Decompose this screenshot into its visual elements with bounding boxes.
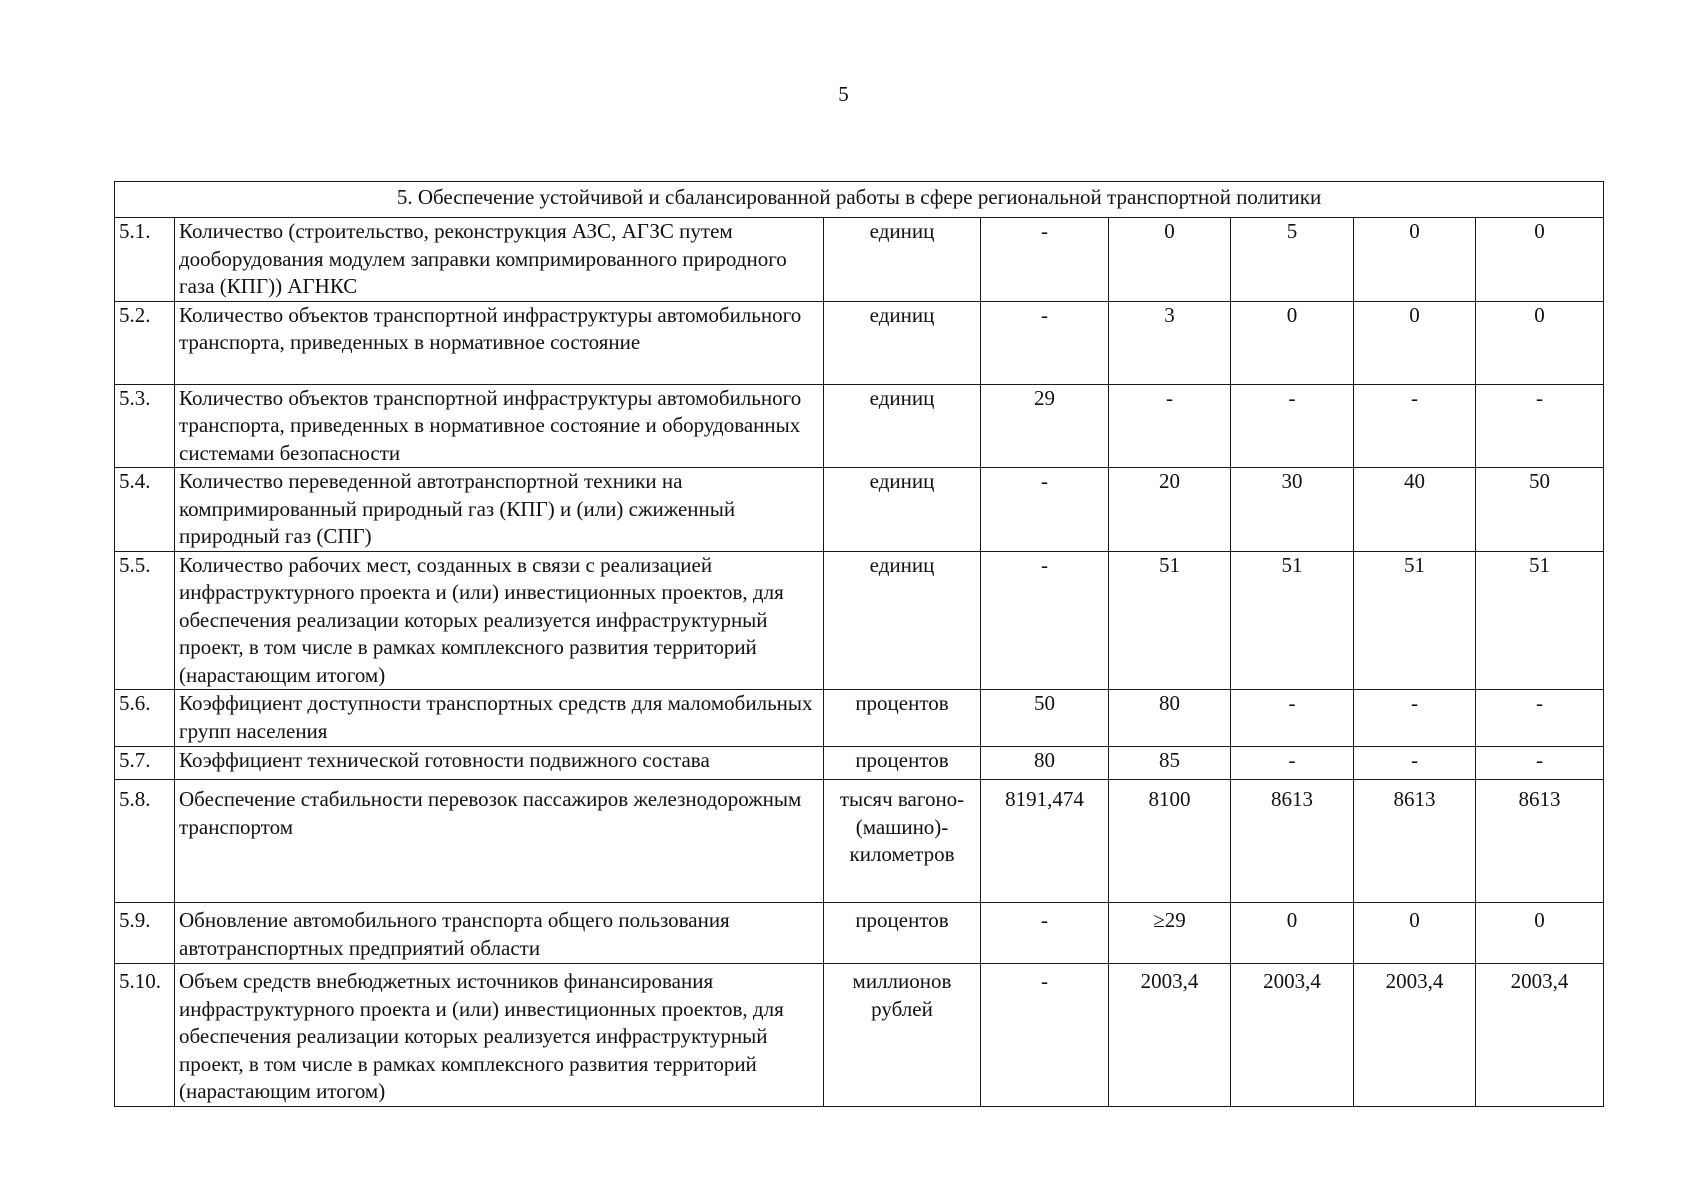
unit-cell: процентов [824,903,981,964]
value-cell-3: 0 [1231,301,1354,384]
value-cell-3: - [1231,747,1354,780]
table-row [115,301,1604,384]
value-cell-3: 5 [1231,218,1354,302]
value-cell-2: ≥29 [1109,903,1231,964]
value-cell-5: - [1476,384,1604,468]
table-row [115,690,1604,747]
value-cell-5: 0 [1476,218,1604,302]
table-row [115,551,1604,690]
indicator-name: Обеспечение стабильности перевозок пассажиров железнодорожным транспортом [175,780,824,903]
value-cell-2: 80 [1109,690,1231,747]
value-cell-1: - [981,551,1109,690]
value-cell-2: 2003,4 [1109,964,1231,1107]
value-cell-4: - [1354,747,1476,780]
value-cell-5: 0 [1476,301,1604,384]
value-cell-1: - [981,964,1109,1107]
unit-cell: процентов [824,747,981,780]
unit-cell: единиц [824,551,981,690]
unit-cell: тысяч вагоно-(машино)-километров [824,780,981,903]
value-cell-2: 51 [1109,551,1231,690]
row-number: 5.5. [115,551,175,690]
indicator-name: Количество объектов транспортной инфраструктуры автомобильного транспорта, приведенных в нормативное состояние [175,301,824,384]
value-cell-4: 51 [1354,551,1476,690]
value-cell-3: 51 [1231,551,1354,690]
indicator-name: Обновление автомобильного транспорта общего пользования автотранспортных предприятий области [175,903,824,964]
value-cell-1: 29 [981,384,1109,468]
indicator-name: Количество рабочих мест, созданных в связи с реализацией инфраструктурного проекта и (или) инвестиционных проектов, для обеспечения реализации которых реализуется инфраструктурный проект, в том числе в рамках комплексного развития территорий (нарастающим итогом) [175,551,824,690]
value-cell-2: 20 [1109,468,1231,552]
value-cell-2: 85 [1109,747,1231,780]
row-number: 5.2. [115,301,175,384]
indicator-name: Количество (строительство, реконструкция АЗС, АГЗС путем дооборудования модулем заправки компримированного природного газа (КПГ)) АГНКС [175,218,824,302]
table-row [115,964,1604,1107]
value-cell-3: 30 [1231,468,1354,552]
value-cell-4: 0 [1354,218,1476,302]
value-cell-5: 51 [1476,551,1604,690]
value-cell-2: - [1109,384,1231,468]
value-cell-4: 40 [1354,468,1476,552]
row-number: 5.1. [115,218,175,302]
unit-cell: единиц [824,301,981,384]
indicator-name: Коэффициент технической готовности подвижного состава [175,747,824,780]
value-cell-1: - [981,468,1109,552]
indicator-name: Коэффициент доступности транспортных средств для маломобильных групп населения [175,690,824,747]
row-number: 5.6. [115,690,175,747]
value-cell-5: - [1476,690,1604,747]
indicator-name: Количество переведенной автотранспортной техники на компримированный природный газ (КПГ) и (или) сжиженный природный газ (СПГ) [175,468,824,552]
unit-cell: единиц [824,218,981,302]
section-header-row [115,182,1604,218]
indicator-name: Объем средств внебюджетных источников финансирования инфраструктурного проекта и (или) инвестиционных проектов, для обеспечения реализации которых реализуется инфраструктурный проект, в том числе в рамках комплексного развития территорий (нарастающим итогом) [175,964,824,1107]
value-cell-5: - [1476,747,1604,780]
row-number: 5.10. [115,964,175,1107]
row-number: 5.9. [115,903,175,964]
value-cell-4: - [1354,384,1476,468]
unit-cell: единиц [824,468,981,552]
value-cell-3: 0 [1231,903,1354,964]
value-cell-2: 8100 [1109,780,1231,903]
value-cell-4: - [1354,690,1476,747]
value-cell-3: 2003,4 [1231,964,1354,1107]
value-cell-1: - [981,903,1109,964]
page-number: 5 [838,82,849,106]
value-cell-4: 8613 [1354,780,1476,903]
value-cell-1: - [981,218,1109,302]
section-title: 5. Обеспечение устойчивой и сбалансированной работы в сфере региональной транспортной политики [115,182,1604,218]
value-cell-3: - [1231,384,1354,468]
unit-cell: миллионов рублей [824,964,981,1107]
row-number: 5.4. [115,468,175,552]
indicators-table [114,181,1604,1107]
value-cell-2: 0 [1109,218,1231,302]
value-cell-1: 8191,474 [981,780,1109,903]
value-cell-5: 8613 [1476,780,1604,903]
table-row [115,780,1604,903]
value-cell-1: 50 [981,690,1109,747]
unit-cell: процентов [824,690,981,747]
value-cell-2: 3 [1109,301,1231,384]
table-row [115,747,1604,780]
value-cell-5: 2003,4 [1476,964,1604,1107]
value-cell-5: 0 [1476,903,1604,964]
value-cell-1: 80 [981,747,1109,780]
value-cell-1: - [981,301,1109,384]
table-row [115,384,1604,468]
value-cell-5: 50 [1476,468,1604,552]
value-cell-4: 0 [1354,301,1476,384]
unit-cell: единиц [824,384,981,468]
row-number: 5.8. [115,780,175,903]
table-row [115,468,1604,552]
value-cell-3: - [1231,690,1354,747]
table-row [115,903,1604,964]
value-cell-4: 0 [1354,903,1476,964]
indicator-name: Количество объектов транспортной инфраструктуры автомобильного транспорта, приведенных в нормативное состояние и оборудованных системами безопасности [175,384,824,468]
value-cell-3: 8613 [1231,780,1354,903]
row-number: 5.7. [115,747,175,780]
table-row [115,218,1604,302]
row-number: 5.3. [115,384,175,468]
value-cell-4: 2003,4 [1354,964,1476,1107]
